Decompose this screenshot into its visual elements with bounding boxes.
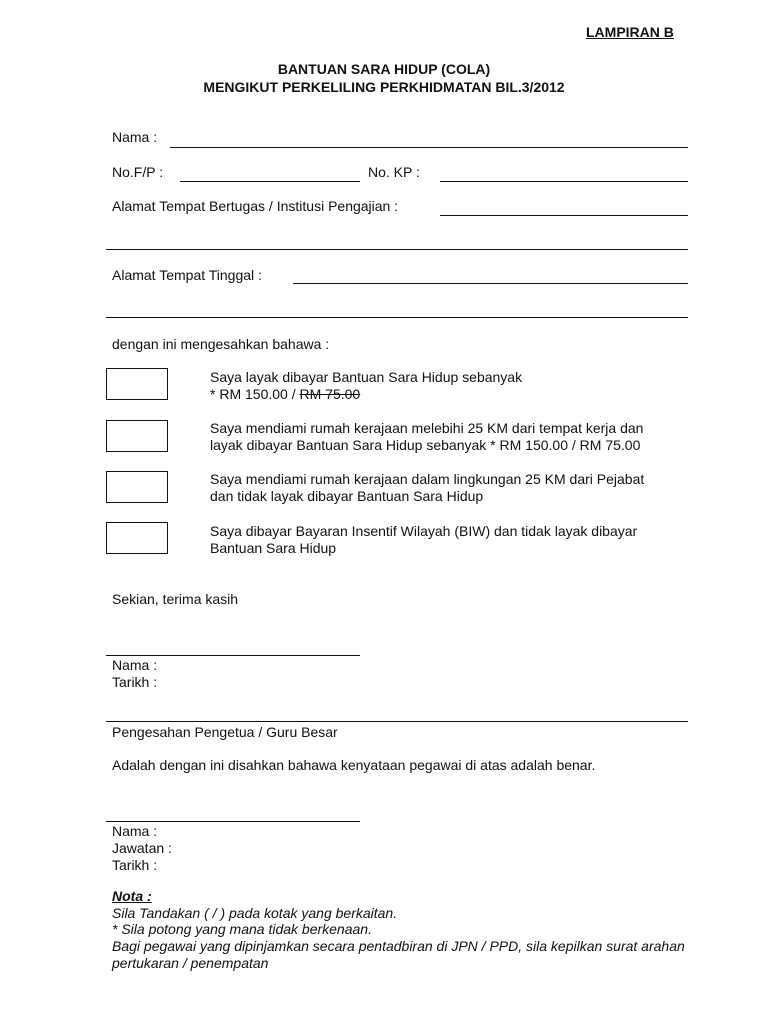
signature-1-input[interactable] xyxy=(106,637,360,655)
nokp-input[interactable] xyxy=(440,163,688,181)
alamat-tinggal-underline-1 xyxy=(293,283,688,284)
declaration-intro: dengan ini mengesahkan bahawa : xyxy=(112,336,330,352)
option-1-amount: * RM 150.00 / xyxy=(210,386,300,402)
alamat-bertugas-underline-2 xyxy=(106,249,688,250)
option-3-text xyxy=(210,471,644,505)
signature-2-nama-label: Nama : xyxy=(112,823,158,839)
signature-2-input[interactable] xyxy=(106,803,360,821)
option-4-checkbox[interactable] xyxy=(106,522,168,554)
alamat-tinggal-underline-2 xyxy=(106,317,688,318)
nokp-underline xyxy=(440,181,688,182)
endorsement-heading: Pengesahan Pengetua / Guru Besar xyxy=(112,724,338,740)
signature-2-tarikh-label: Tarikh : xyxy=(112,857,158,873)
nama-input[interactable] xyxy=(170,129,688,147)
option-2-checkbox[interactable] xyxy=(106,420,168,452)
endorsement-statement: Adalah dengan ini disahkan bahawa kenyataan pegawai di atas adalah benar. xyxy=(112,757,596,773)
nama-underline xyxy=(170,147,688,148)
alamat-bertugas-input-1[interactable] xyxy=(440,197,688,215)
nota-line-1: Sila Tandakan ( / ) pada kotak yang berkaitan. xyxy=(112,905,398,921)
nama-label: Nama : xyxy=(112,129,158,145)
nota-line-2: * Sila potong yang mana tidak berkenaan. xyxy=(112,921,372,937)
alamat-bertugas-input-2[interactable] xyxy=(106,231,688,249)
option-4-text xyxy=(210,523,637,557)
alamat-bertugas-underline-1 xyxy=(440,215,688,216)
form-title: BANTUAN SARA HIDUP (COLA) xyxy=(277,61,491,77)
option-2-text xyxy=(210,420,643,454)
signature-1-nama-label: Nama : xyxy=(112,657,158,673)
option-1-text xyxy=(210,369,522,403)
closing-text: Sekian, terima kasih xyxy=(112,591,239,607)
alamat-tinggal-label: Alamat Tempat Tinggal : xyxy=(112,267,262,283)
option-1-struck-amount: RM 75.00 xyxy=(299,386,361,402)
option-1-checkbox[interactable] xyxy=(106,368,168,400)
nota-line-4: pertukaran / penempatan xyxy=(112,955,269,971)
section-divider xyxy=(106,721,688,722)
signature-1-line xyxy=(106,655,360,656)
alamat-tinggal-input-2[interactable] xyxy=(106,299,688,317)
option-1-line2 xyxy=(210,386,522,403)
lampiran-label: LAMPIRAN B xyxy=(586,24,674,40)
signature-1-tarikh-label: Tarikh : xyxy=(112,674,158,690)
alamat-tinggal-input-1[interactable] xyxy=(293,265,688,283)
option-2-line1: Saya mendiami rumah kerajaan melebihi 25 KM dari tempat kerja dan xyxy=(210,420,644,436)
nofp-underline xyxy=(180,181,360,182)
nofp-input[interactable] xyxy=(180,163,360,181)
nofp-label: No.F/P : xyxy=(112,164,164,180)
signature-2-line xyxy=(106,821,360,822)
option-3-line2: dan tidak layak dibayar Bantuan Sara Hidup xyxy=(210,488,484,504)
option-3-line1: Saya mendiami rumah kerajaan dalam lingkungan 25 KM dari Pejabat xyxy=(210,471,645,487)
form-subtitle: MENGIKUT PERKELILING PERKHIDMATAN BIL.3/2012 xyxy=(203,79,565,95)
option-4-line1: Saya dibayar Bayaran Insentif Wilayah (BIW) dan tidak layak dibayar xyxy=(210,523,638,539)
signature-2-jawatan-label: Jawatan : xyxy=(112,840,172,856)
nota-heading: Nota : xyxy=(112,888,152,904)
option-4-line2: Bantuan Sara Hidup xyxy=(210,540,337,556)
option-2-line2: layak dibayar Bantuan Sara Hidup sebanyak * RM 150.00 / RM 75.00 xyxy=(210,437,641,453)
nokp-label: No. KP : xyxy=(368,164,420,180)
option-3-checkbox[interactable] xyxy=(106,471,168,503)
alamat-bertugas-label: Alamat Tempat Bertugas / Institusi Pengajian : xyxy=(112,198,399,214)
nota-line-3: Bagi pegawai yang dipinjamkan secara pentadbiran di JPN / PPD, sila kepilkan surat arahan xyxy=(112,938,685,954)
option-1-line1: Saya layak dibayar Bantuan Sara Hidup sebanyak xyxy=(210,369,523,385)
